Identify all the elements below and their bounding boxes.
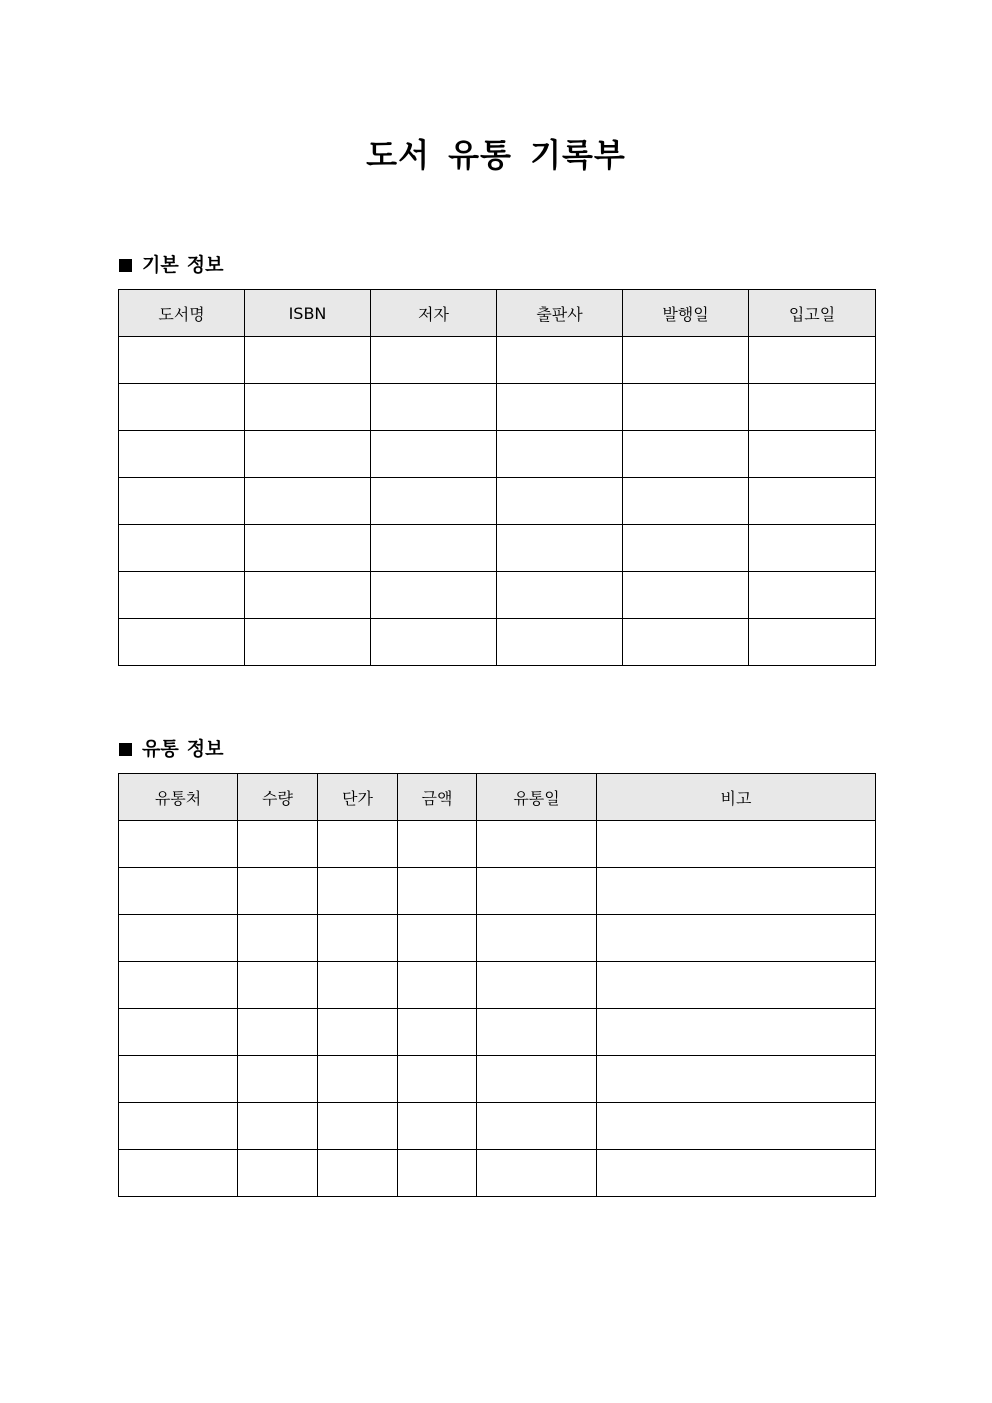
table-cell[interactable] <box>477 962 597 1009</box>
table-row <box>119 478 876 525</box>
table-cell[interactable] <box>119 619 245 666</box>
table-cell[interactable] <box>119 1150 238 1197</box>
table-cell[interactable] <box>371 431 497 478</box>
table-cell[interactable] <box>623 525 749 572</box>
table-cell[interactable] <box>119 431 245 478</box>
table-row <box>119 1103 876 1150</box>
table-cell[interactable] <box>623 337 749 384</box>
column-header-book-title: 도서명 <box>119 290 245 337</box>
table-row <box>119 1150 876 1197</box>
section-heading-word: 정보 <box>186 738 224 760</box>
table-cell[interactable] <box>477 1103 597 1150</box>
table-cell[interactable] <box>119 1009 238 1056</box>
table-cell[interactable] <box>398 1150 477 1197</box>
table-cell[interactable] <box>749 478 876 525</box>
table-cell[interactable] <box>477 868 597 915</box>
table-cell[interactable] <box>245 619 371 666</box>
table-cell[interactable] <box>597 962 876 1009</box>
table-cell[interactable] <box>477 821 597 868</box>
column-header-remarks: 비고 <box>597 774 876 821</box>
table-cell[interactable] <box>477 1150 597 1197</box>
table-cell[interactable] <box>398 962 477 1009</box>
section-heading-word: 정보 <box>186 254 224 276</box>
table-cell[interactable] <box>398 821 477 868</box>
table-cell[interactable] <box>119 915 238 962</box>
table-row <box>119 821 876 868</box>
section-heading-word: 유통 <box>142 738 179 760</box>
table-cell[interactable] <box>245 572 371 619</box>
table-cell[interactable] <box>371 337 497 384</box>
table-cell[interactable] <box>318 1150 398 1197</box>
table-cell[interactable] <box>623 478 749 525</box>
table-cell[interactable] <box>398 1103 477 1150</box>
column-header-amount: 금액 <box>398 774 477 821</box>
column-header-unit-price: 단가 <box>318 774 398 821</box>
table-cell[interactable] <box>119 1056 238 1103</box>
table-cell[interactable] <box>119 868 238 915</box>
section-heading-basic-info <box>119 252 223 278</box>
column-header-distributor: 유통처 <box>119 774 238 821</box>
square-bullet-icon <box>119 743 132 756</box>
table-row <box>119 1009 876 1056</box>
table-row <box>119 337 876 384</box>
table-cell[interactable] <box>497 525 623 572</box>
table-cell[interactable] <box>477 1056 597 1103</box>
table-cell[interactable] <box>398 915 477 962</box>
table-cell[interactable] <box>318 915 398 962</box>
table-cell[interactable] <box>497 619 623 666</box>
table-cell[interactable] <box>318 1056 398 1103</box>
table-cell[interactable] <box>318 1103 398 1150</box>
section-heading-distribution-info <box>119 736 223 762</box>
table-cell[interactable] <box>119 572 245 619</box>
table-cell[interactable] <box>318 868 398 915</box>
table-cell[interactable] <box>749 384 876 431</box>
table-row <box>119 572 876 619</box>
table-cell[interactable] <box>238 1103 318 1150</box>
table-cell[interactable] <box>597 1009 876 1056</box>
table-cell[interactable] <box>119 478 245 525</box>
table-cell[interactable] <box>119 962 238 1009</box>
table-cell[interactable] <box>398 1056 477 1103</box>
column-header-quantity: 수량 <box>238 774 318 821</box>
distribution-info-table <box>118 773 876 1197</box>
table-cell[interactable] <box>318 962 398 1009</box>
page-title: 도서 유통 기록부 <box>366 136 626 174</box>
table-cell[interactable] <box>597 1103 876 1150</box>
table-cell[interactable] <box>238 1150 318 1197</box>
table-row <box>119 525 876 572</box>
table-cell[interactable] <box>238 1056 318 1103</box>
table-cell[interactable] <box>398 1009 477 1056</box>
table-cell[interactable] <box>497 431 623 478</box>
table-cell[interactable] <box>245 384 371 431</box>
section-heading-word: 기본 <box>142 254 179 276</box>
table-cell[interactable] <box>371 384 497 431</box>
table-cell[interactable] <box>119 1103 238 1150</box>
table-cell[interactable] <box>623 619 749 666</box>
basic-info-table <box>118 289 876 666</box>
table-header-row <box>119 774 876 821</box>
table-cell[interactable] <box>623 384 749 431</box>
column-header-distribution-date: 유통일 <box>477 774 597 821</box>
table-cell[interactable] <box>119 337 245 384</box>
table-cell[interactable] <box>623 572 749 619</box>
table-cell[interactable] <box>597 1056 876 1103</box>
table-cell[interactable] <box>497 337 623 384</box>
table-cell[interactable] <box>238 868 318 915</box>
column-header-author: 저자 <box>371 290 497 337</box>
table-cell[interactable] <box>318 1009 398 1056</box>
table-row <box>119 384 876 431</box>
table-cell[interactable] <box>245 525 371 572</box>
table-cell[interactable] <box>238 1009 318 1056</box>
table-cell[interactable] <box>371 525 497 572</box>
table-cell[interactable] <box>245 431 371 478</box>
table-cell[interactable] <box>477 915 597 962</box>
table-cell[interactable] <box>749 572 876 619</box>
table-cell[interactable] <box>623 431 749 478</box>
table-cell[interactable] <box>749 525 876 572</box>
table-cell[interactable] <box>597 868 876 915</box>
column-header-publisher: 출판사 <box>497 290 623 337</box>
table-cell[interactable] <box>371 478 497 525</box>
table-cell[interactable] <box>477 1009 597 1056</box>
table-cell[interactable] <box>597 915 876 962</box>
table-row <box>119 962 876 1009</box>
column-header-isbn: ISBN <box>245 290 371 337</box>
table-cell[interactable] <box>119 384 245 431</box>
table-cell[interactable] <box>318 821 398 868</box>
table-cell[interactable] <box>119 525 245 572</box>
table-cell[interactable] <box>497 572 623 619</box>
table-cell[interactable] <box>597 1150 876 1197</box>
table-cell[interactable] <box>749 337 876 384</box>
column-header-received-date: 입고일 <box>749 290 876 337</box>
table-cell[interactable] <box>497 384 623 431</box>
table-cell[interactable] <box>749 619 876 666</box>
table-cell[interactable] <box>371 619 497 666</box>
table-cell[interactable] <box>245 337 371 384</box>
table-cell[interactable] <box>238 962 318 1009</box>
table-row <box>119 868 876 915</box>
table-cell[interactable] <box>597 821 876 868</box>
table-row <box>119 1056 876 1103</box>
table-cell[interactable] <box>245 478 371 525</box>
table-cell[interactable] <box>238 915 318 962</box>
table-row <box>119 619 876 666</box>
table-cell[interactable] <box>119 821 238 868</box>
table-cell[interactable] <box>398 868 477 915</box>
table-cell[interactable] <box>497 478 623 525</box>
table-cell[interactable] <box>749 431 876 478</box>
square-bullet-icon <box>119 259 132 272</box>
column-header-publish-date: 발행일 <box>623 290 749 337</box>
table-row <box>119 915 876 962</box>
table-header-row <box>119 290 876 337</box>
table-cell[interactable] <box>238 821 318 868</box>
table-row <box>119 431 876 478</box>
table-cell[interactable] <box>371 572 497 619</box>
